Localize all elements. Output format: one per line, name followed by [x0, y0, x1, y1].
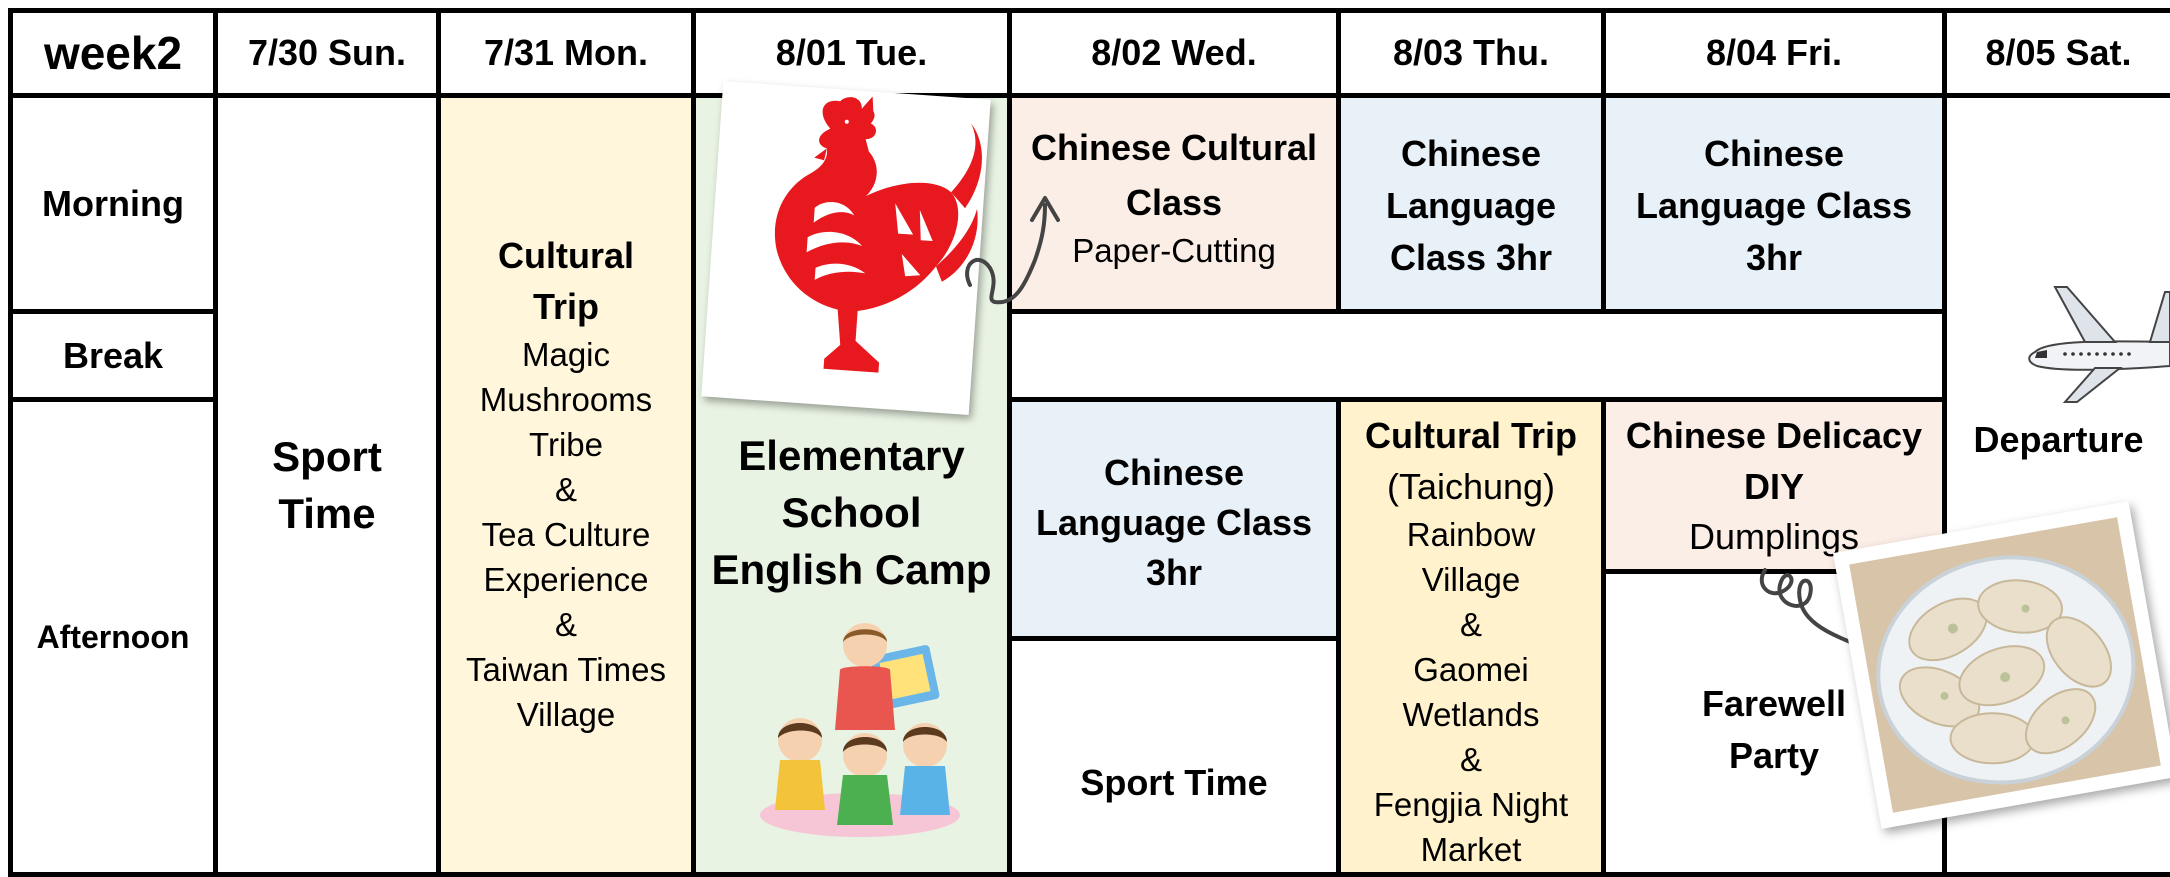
thu-afternoon-line: Market	[1420, 831, 1522, 868]
thu-afternoon-title: Cultural Trip	[1364, 415, 1577, 456]
sun-activity	[218, 98, 436, 872]
wed-morning-sub: Paper-Cutting	[1072, 232, 1276, 269]
thu-afternoon-activity	[1341, 410, 1601, 872]
row-label-afternoon: Afternoon	[36, 618, 190, 655]
rooster-papercut-icon	[701, 81, 990, 415]
dumplings-photo-icon	[1833, 501, 2170, 829]
thu-morning-line3: Class 3hr	[1389, 237, 1553, 278]
grid-morning-bottom-mid	[1009, 309, 1944, 314]
mon-title1: Cultural	[497, 235, 634, 276]
day-header-mon: 7/31 Mon.	[483, 32, 649, 73]
wed-morning-title2: Class	[1125, 182, 1223, 223]
mon-title2: Trip	[532, 286, 599, 327]
tue-line2: School	[781, 489, 922, 536]
week-label: week2	[43, 27, 183, 79]
tue-activity	[696, 425, 1007, 600]
teacher-children-icon	[755, 620, 965, 840]
row-label-morning: Morning	[42, 182, 184, 224]
day-header-fri: 8/04 Fri.	[1705, 32, 1843, 73]
thu-morning-line2: Language	[1385, 185, 1556, 226]
thu-afternoon-line: &	[1459, 606, 1482, 643]
mon-line: &	[554, 471, 577, 508]
thu-afternoon-line: Wetlands	[1402, 696, 1540, 733]
mon-activity	[441, 230, 691, 750]
day-header-tue: 8/01 Tue.	[775, 32, 928, 73]
fri-morning-line3: 3hr	[1745, 237, 1803, 278]
fri-morning-line1: Chinese	[1703, 133, 1845, 174]
mon-line: &	[554, 606, 577, 643]
fri-delicacy-title2: DIY	[1743, 466, 1804, 507]
mon-line: Mushrooms	[479, 381, 653, 418]
grid-break-bottom-mid	[1009, 397, 1944, 402]
fri-farewell-line1: Farewell	[1701, 683, 1847, 724]
wed-sport-time: Sport Time	[1080, 761, 1268, 803]
grid-bottom	[8, 872, 2170, 877]
sun-line1: Sport	[272, 433, 382, 480]
day-header-thu: 8/03 Thu.	[1392, 32, 1550, 73]
wed-afternoon-line2: Language Class	[1035, 501, 1313, 543]
mon-line: Tea Culture	[481, 516, 651, 553]
fri-delicacy-title1: Chinese Delicacy	[1625, 415, 1923, 456]
sat-departure: Departure	[1973, 419, 2144, 460]
wed-afternoon-line1: Chinese	[1103, 451, 1245, 493]
fri-delicacy-sub: Dumplings	[1688, 516, 1860, 557]
day-header-wed: 8/02 Wed.	[1091, 32, 1257, 73]
tue-line3: English Camp	[711, 546, 992, 593]
airplane-icon	[2015, 282, 2170, 407]
tue-line1: Elementary	[738, 432, 965, 479]
mon-line: Village	[516, 696, 616, 733]
fri-farewell-line2: Party	[1728, 735, 1820, 776]
mon-line: Tribe	[529, 426, 603, 463]
row-label-break: Break	[62, 334, 164, 376]
thu-morning-activity	[1341, 128, 1601, 288]
mon-line: Magic	[521, 336, 611, 373]
thu-afternoon-line: Gaomei	[1413, 651, 1529, 688]
thu-afternoon-line: Rainbow	[1406, 516, 1536, 553]
day-header-sun: 7/30 Sun.	[247, 32, 407, 73]
thu-afternoon-line: Village	[1421, 561, 1521, 598]
mon-line: Taiwan Times	[466, 651, 666, 688]
fri-morning-line2: Language Class	[1635, 185, 1913, 226]
day-header-sat: 8/05 Sat.	[1985, 32, 2132, 73]
wed-afternoon-line3: 3hr	[1145, 551, 1203, 593]
wed-afternoon-activity	[1012, 445, 1336, 600]
thu-afternoon-line: Fengjia Night	[1373, 786, 1569, 823]
wed-morning-title1: Chinese Cultural	[1030, 127, 1318, 168]
sun-line2: Time	[278, 490, 376, 537]
thu-afternoon-line: &	[1459, 741, 1482, 778]
curly-arrow-icon	[960, 190, 1080, 320]
fri-morning-activity	[1606, 128, 1942, 288]
thu-morning-line1: Chinese	[1400, 133, 1542, 174]
thu-afternoon-line: (Taichung)	[1386, 466, 1556, 507]
mon-line: Experience	[483, 561, 649, 598]
